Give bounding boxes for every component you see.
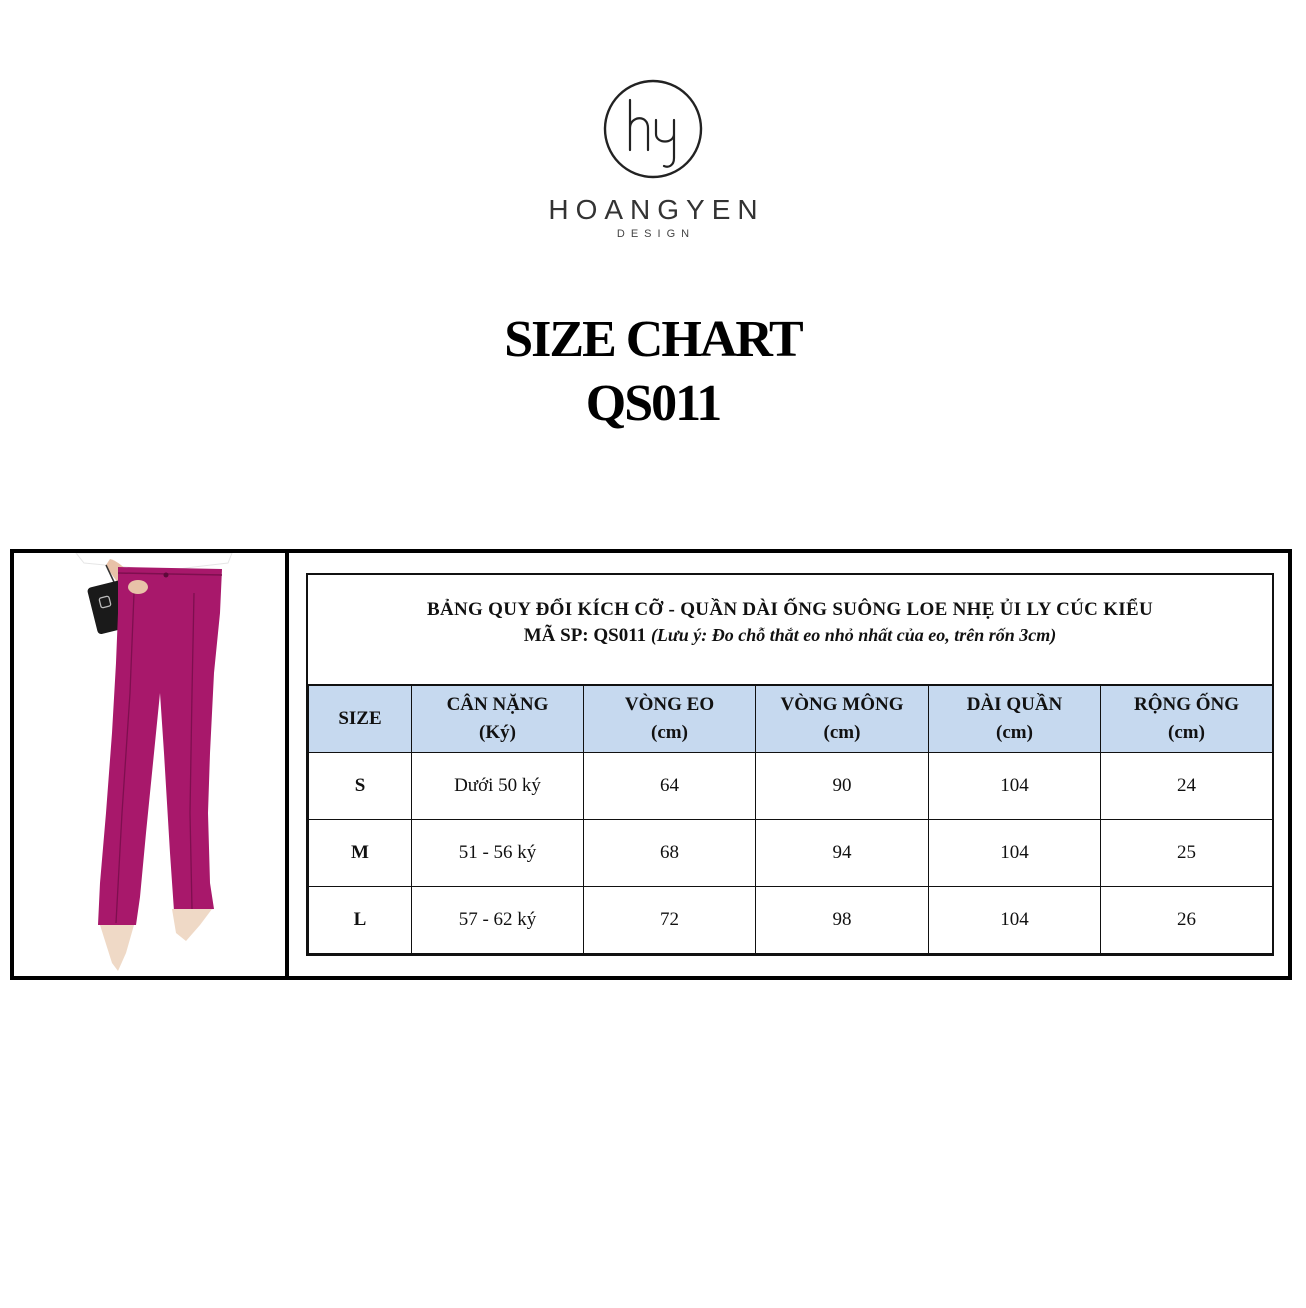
caption-subline — [308, 625, 1272, 647]
table-caption — [308, 575, 1272, 684]
cell-length: 104 — [929, 753, 1101, 820]
cell-weight: Dưới 50 ký — [412, 753, 584, 820]
cell-hip: 90 — [756, 753, 929, 820]
header-line: RỘNG ỐNG — [1133, 694, 1240, 715]
caption-title: BẢNG QUY ĐỔI KÍCH CỠ - QUẦN DÀI ỐNG SUÔNG LOE NHẸ ỦI LY CÚC KIỂU — [427, 599, 1153, 620]
cell-weight: 51 - 56 ký — [412, 820, 584, 887]
brand-name: HOANGYEN — [548, 194, 765, 225]
cell-length: 104 — [929, 820, 1101, 887]
header-weight — [412, 685, 584, 753]
cell-size: S — [309, 753, 412, 820]
table-row — [309, 887, 1273, 954]
header-line: VÒNG EO — [624, 694, 715, 715]
cell-waist: 72 — [584, 887, 756, 954]
header-size — [309, 685, 412, 753]
cell-leg-width: 24 — [1101, 753, 1273, 820]
table-row — [309, 753, 1273, 820]
caption-product-code: MÃ SP: QS011 — [523, 625, 647, 646]
table-row — [309, 820, 1273, 887]
header-unit: (Ký) — [479, 722, 516, 743]
header-unit: (cm) — [651, 722, 688, 743]
header-line: SIZE — [338, 708, 382, 729]
cell-waist: 64 — [584, 753, 756, 820]
pants-model-illustration — [14, 553, 285, 976]
caption-measure-note: (Lưu ý: Đo chỗ thắt eo nhỏ nhất của eo, trên rốn 3cm) — [650, 625, 1057, 645]
table-header-row — [309, 685, 1273, 753]
cell-weight: 57 - 62 ký — [412, 887, 584, 954]
header-line: CÂN NẶNG — [446, 694, 549, 715]
size-chart-frame — [10, 549, 1292, 980]
cell-leg-width: 26 — [1101, 887, 1273, 954]
header-unit: (cm) — [996, 722, 1033, 743]
cell-leg-width: 25 — [1101, 820, 1273, 887]
header-length — [929, 685, 1101, 753]
header-line: VÒNG MÔNG — [780, 694, 904, 715]
header-waist — [584, 685, 756, 753]
title-line-1: SIZE CHART — [504, 311, 802, 368]
size-table — [308, 684, 1273, 954]
header-unit: (cm) — [1168, 722, 1205, 743]
brand-monogram-icon — [602, 78, 704, 180]
product-photo — [14, 553, 285, 976]
cell-waist: 68 — [584, 820, 756, 887]
cell-size: L — [309, 887, 412, 954]
title-product-code: QS011 — [585, 375, 721, 432]
size-table-box — [306, 573, 1274, 956]
cell-size: M — [309, 820, 412, 887]
cell-hip: 98 — [756, 887, 929, 954]
brand-subtitle: DESIGN — [616, 228, 696, 240]
cell-length: 104 — [929, 887, 1101, 954]
header-leg-width — [1101, 685, 1273, 753]
header-line: DÀI QUẦN — [966, 694, 1063, 715]
header-hip — [756, 685, 929, 753]
page-title — [0, 308, 1306, 436]
header-unit: (cm) — [823, 722, 861, 743]
cell-hip: 94 — [756, 820, 929, 887]
frame-divider — [285, 553, 289, 976]
brand-logo — [0, 78, 1306, 240]
